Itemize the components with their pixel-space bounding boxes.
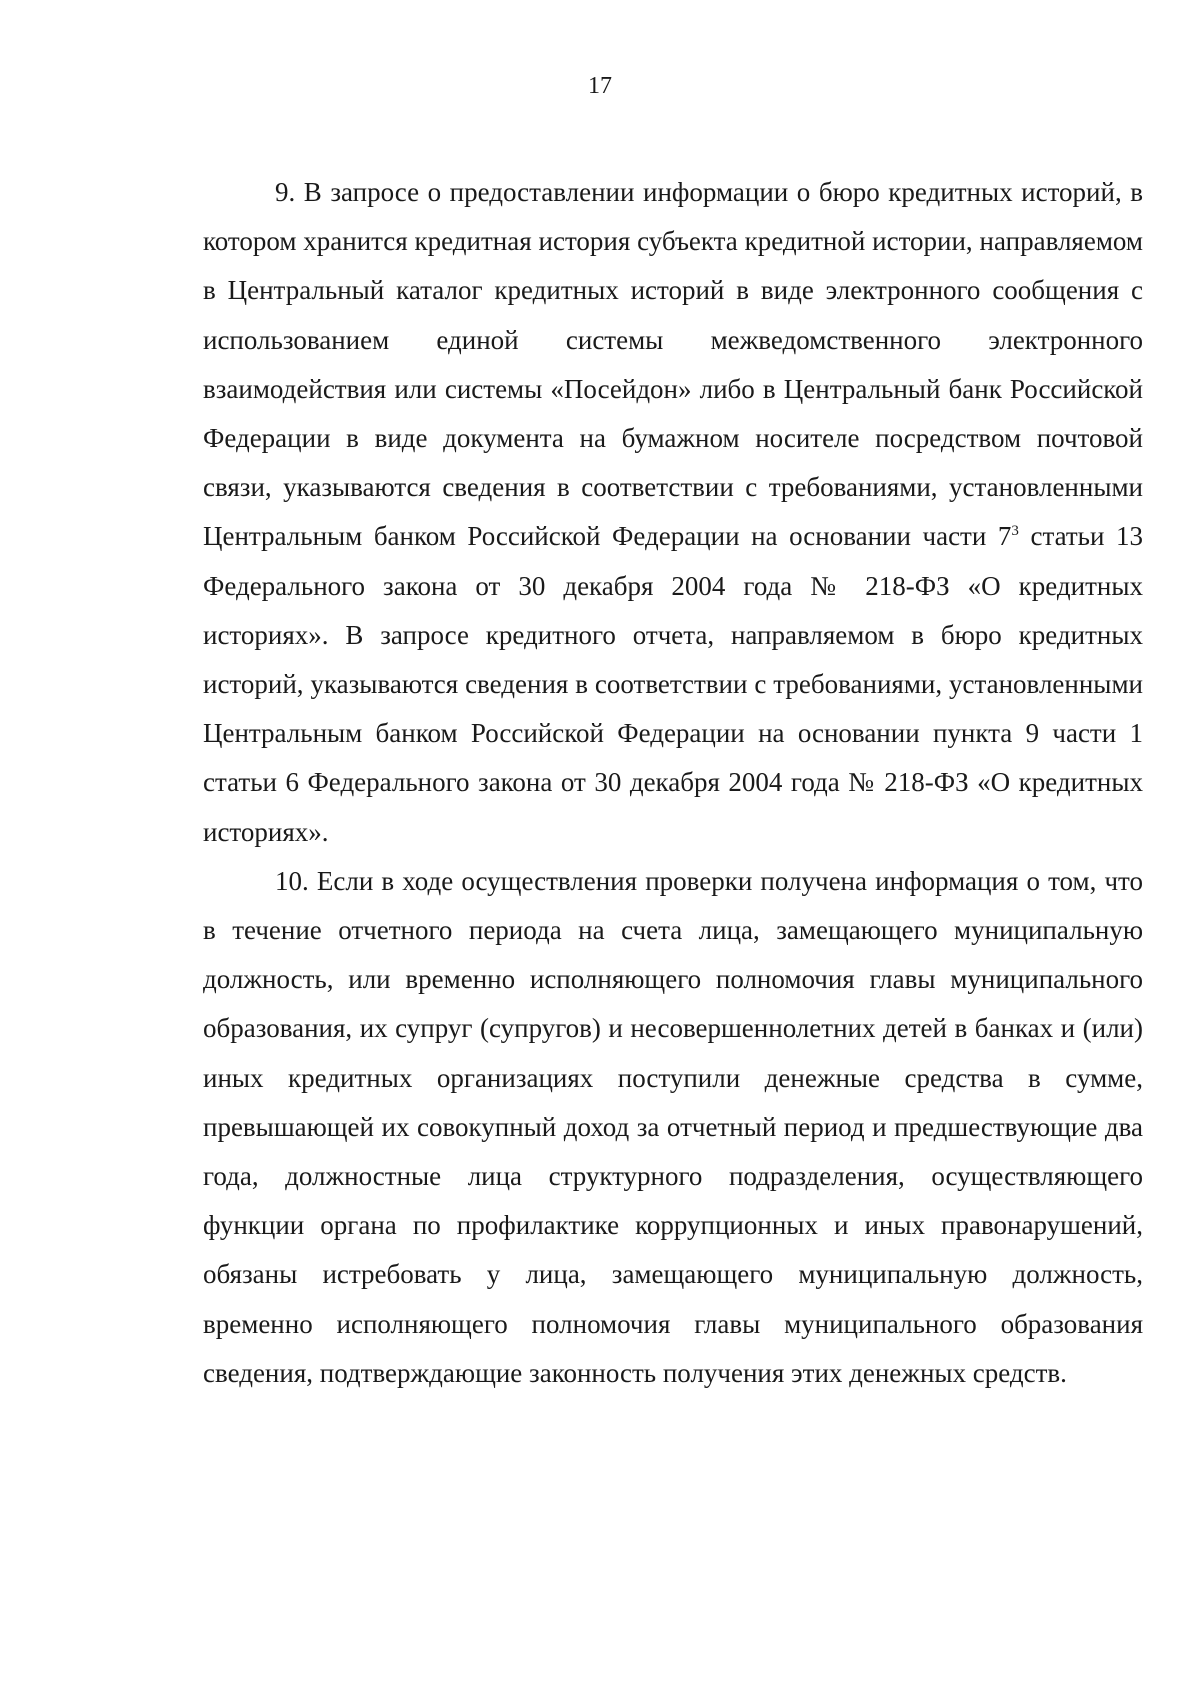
superscript-3: 3 (1011, 523, 1019, 540)
paragraph-9-text-part1: 9. В запросе о предоставлении информации о бюро кредитных историй, в котором хранится кредитная история субъекта кредитной истории, направляемом в Центральный каталог кредитных историй в виде электронного сообщения с использованием единой системы межведомственного электронного взаимодействия или системы «Посейдон» либо в Центральный банк Российской Федерации в виде документа на бумажном носителе посредством почтовой связи, указываются сведения в соответствии с требованиями, установленными Центральным банком Российской Федерации на основании части 7 (203, 177, 1143, 552)
page-number: 17 (588, 73, 612, 99)
document-body (203, 168, 1143, 1398)
paragraph-10: 10. Если в ходе осуществления проверки получена информация о том, что в течение отчетного периода на счета лица, замещающего муниципальную должность, или временно исполняющего полномочия главы муниципального образования, их супруг (супругов) и несовершеннолетних детей в банках и (или) иных кредитных организациях поступили денежные средства в сумме, превышающей их совокупный доход за отчетный период и предшествующие два года, должностные лица структурного подразделения, осуществляющего функции органа по профилактике коррупционных и иных правонарушений, обязаны истребовать у лица, замещающего муниципальную должность, временно исполняющего полномочия главы муниципального образования сведения, подтверждающие законность получения этих денежных средств. (203, 865, 1143, 1388)
paragraph-9-text-part2: статьи 13 Федерального закона от 30 декабря 2004 года № 218-ФЗ «О кредитных историях». В запросе кредитного отчета, направляемом в бюро кредитных историй, указываются сведения в соответствии с требованиями, установленными Центральным банком Российской Федерации на основании пункта 9 части 1 статьи 6 Федерального закона от 30 декабря 2004 года № 218-ФЗ «О кредитных историях». (203, 521, 1143, 847)
paragraph-9 (203, 168, 1143, 857)
